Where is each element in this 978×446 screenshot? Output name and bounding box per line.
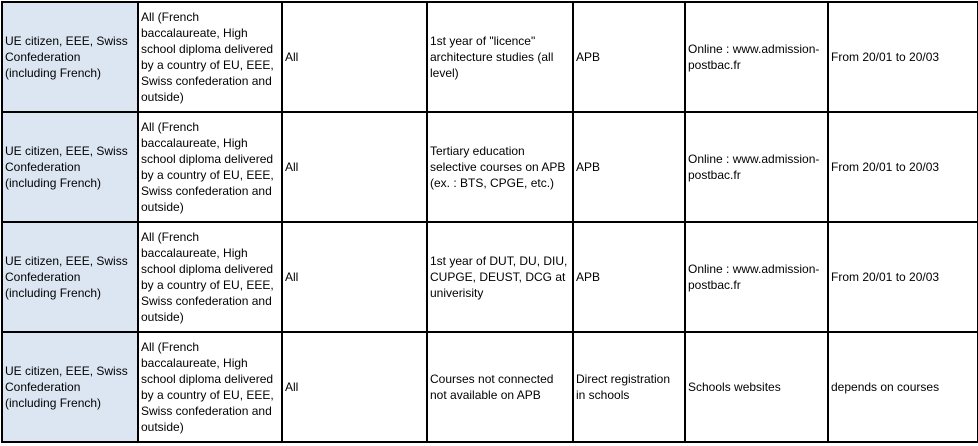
table-cell-course[interactable]: 1st year of DUT, DU, DIU, CUPGE, DEUST, DCG at univerisity bbox=[427, 222, 573, 332]
table-cell-application[interactable]: Online : www.admission-postbac.fr bbox=[685, 2, 828, 112]
table-cell-course[interactable]: Courses not connected not available on APB bbox=[427, 332, 573, 442]
table-row bbox=[2, 222, 978, 332]
table-cell-dates[interactable]: depends on courses bbox=[828, 332, 978, 442]
table-cell-course[interactable]: Tertiary education selective courses on APB (ex. : BTS, CPGE, etc.) bbox=[427, 112, 573, 222]
table-cell-diploma[interactable]: All (French baccalaureate, High school diploma delivered by a country of EU, EEE, Swiss confederation and outside) bbox=[138, 332, 282, 442]
table-cell-eligibility[interactable]: All bbox=[282, 222, 427, 332]
table-cell-procedure[interactable]: APB bbox=[573, 222, 685, 332]
table-cell-dates[interactable]: From 20/01 to 20/03 bbox=[828, 2, 978, 112]
table-row bbox=[2, 332, 978, 442]
table-cell-application[interactable]: Online : www.admission-postbac.fr bbox=[685, 222, 828, 332]
table-cell-diploma[interactable]: All (French baccalaureate, High school diploma delivered by a country of EU, EEE, Swiss confederation and outside) bbox=[138, 2, 282, 112]
table-row bbox=[2, 2, 978, 112]
table-cell-application[interactable]: Online : www.admission-postbac.fr bbox=[685, 112, 828, 222]
table-cell-nationality[interactable]: UE citizen, EEE, Swiss Confederation (including French) bbox=[2, 222, 138, 332]
table-cell-dates[interactable]: From 20/01 to 20/03 bbox=[828, 222, 978, 332]
table-cell-nationality[interactable]: UE citizen, EEE, Swiss Confederation (including French) bbox=[2, 112, 138, 222]
table-cell-course[interactable]: 1st year of "licence" architecture studies (all level) bbox=[427, 2, 573, 112]
table-cell-nationality[interactable]: UE citizen, EEE, Swiss Confederation (including French) bbox=[2, 332, 138, 442]
table-cell-dates[interactable]: From 20/01 to 20/03 bbox=[828, 112, 978, 222]
table-cell-diploma[interactable]: All (French baccalaureate, High school diploma delivered by a country of EU, EEE, Swiss confederation and outside) bbox=[138, 112, 282, 222]
admission-table bbox=[1, 1, 978, 443]
table-cell-nationality[interactable]: UE citizen, EEE, Swiss Confederation (including French) bbox=[2, 2, 138, 112]
table-cell-eligibility[interactable]: All bbox=[282, 2, 427, 112]
table-cell-application[interactable]: Schools websites bbox=[685, 332, 828, 442]
table-cell-procedure[interactable]: APB bbox=[573, 112, 685, 222]
table-row bbox=[2, 112, 978, 222]
table-cell-procedure[interactable]: APB bbox=[573, 2, 685, 112]
table-cell-eligibility[interactable]: All bbox=[282, 332, 427, 442]
table-cell-eligibility[interactable]: All bbox=[282, 112, 427, 222]
table-cell-diploma[interactable]: All (French baccalaureate, High school diploma delivered by a country of EU, EEE, Swiss confederation and outside) bbox=[138, 222, 282, 332]
table-cell-procedure[interactable]: Direct registration in schools bbox=[573, 332, 685, 442]
